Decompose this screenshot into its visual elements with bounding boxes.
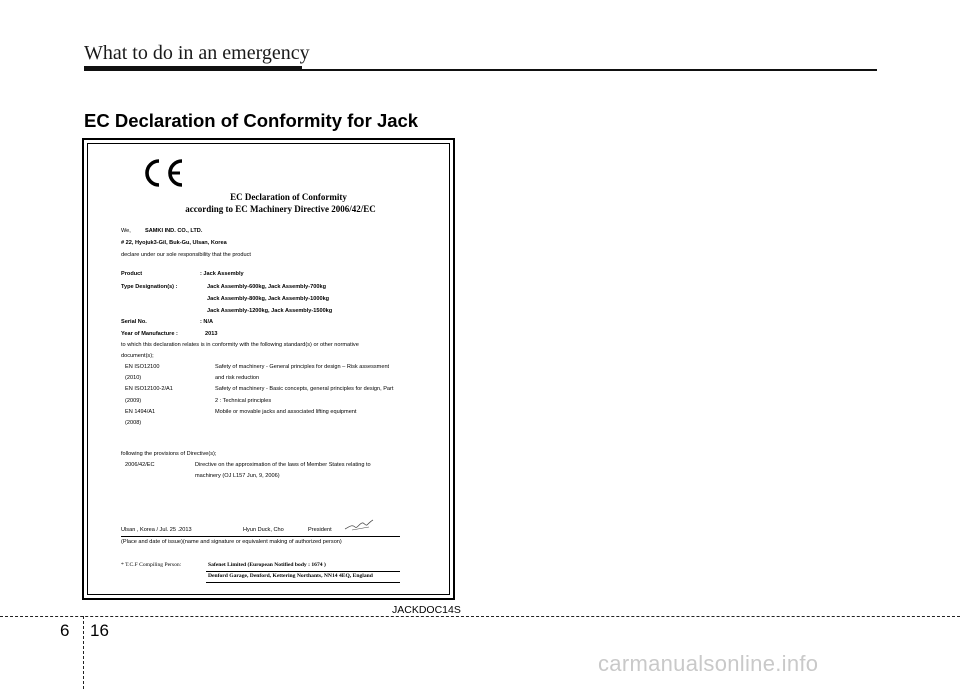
ce-mark-icon bbox=[140, 158, 186, 188]
certificate-subtitle: according to EC Machinery Directive 2006/42/EC bbox=[185, 204, 376, 214]
company-address: # 22, Hyojuk3-Gil, Buk-Gu, Ulsan, Korea bbox=[121, 240, 227, 246]
serial-label: Serial No. bbox=[121, 319, 147, 325]
header-title: What to do in an emergency bbox=[84, 42, 310, 64]
company-name: SAMKI IND. CO., LTD. bbox=[145, 228, 203, 234]
header-accent-bar bbox=[84, 66, 302, 71]
type-line: Jack Assembly-800kg, Jack Assembly-1000kg bbox=[207, 296, 330, 302]
tcf-notified-body: Safenet Limited (European Notified body : 1674 ) bbox=[208, 562, 326, 568]
standard-desc: Mobile or movable jacks and associated lifting equipment bbox=[215, 409, 357, 415]
certificate-page bbox=[87, 143, 450, 595]
year-label: Year of Manufacture : bbox=[121, 331, 178, 337]
place-date: Ulsan , Korea / Jul. 25 .2013 bbox=[121, 527, 192, 533]
standard-code: (2009) bbox=[125, 398, 142, 404]
serial-value: : N/A bbox=[200, 319, 214, 325]
footer-divider bbox=[83, 616, 84, 689]
signature-rule bbox=[121, 536, 400, 537]
tcf-label: * T.C.F Compiling Person: bbox=[121, 562, 182, 568]
standard-desc: 2 : Technical principles bbox=[215, 398, 272, 404]
standard-code: EN 1494/A1 bbox=[125, 409, 156, 415]
watermark: carmanualsonline.info bbox=[598, 651, 819, 676]
image-code: JACKDOC14S bbox=[392, 604, 461, 616]
standard-code: EN ISO12100 bbox=[125, 364, 160, 370]
standard-code: EN ISO12100-2/A1 bbox=[125, 386, 173, 392]
tcf-rule bbox=[206, 571, 400, 572]
conformity-text: document(s); bbox=[121, 353, 154, 359]
signer-position: President bbox=[308, 527, 332, 533]
page-number: 16 bbox=[90, 621, 109, 640]
conformity-text: to which this declaration relates is in conformity with the following standard(s) or other normative bbox=[121, 342, 359, 348]
directive-code: 2006/42/EC bbox=[125, 462, 155, 468]
standard-desc: Safety of machinery - General principles for design – Risk assessment bbox=[215, 364, 390, 370]
signer-name: Hyun Duck, Cho bbox=[243, 527, 284, 533]
directive-text: machinery (OJ L157 Jun, 9, 2006) bbox=[195, 473, 280, 479]
place-caption: (Place and date of issue)(name and signature or equivalent making of authorized person) bbox=[121, 539, 342, 545]
footer-rule bbox=[0, 616, 960, 617]
chapter-number: 6 bbox=[60, 621, 70, 640]
product-value: : Jack Assembly bbox=[200, 271, 244, 277]
standard-desc: Safety of machinery - Basic concepts, general principles for design, Part bbox=[215, 386, 394, 392]
standard-code: (2010) bbox=[125, 375, 142, 381]
product-label: Product bbox=[121, 271, 143, 277]
type-line: Jack Assembly-1200kg, Jack Assembly-1500kg bbox=[207, 308, 333, 314]
section-title: EC Declaration of Conformity for Jack bbox=[84, 110, 419, 131]
signature-icon bbox=[343, 518, 375, 532]
type-line: Jack Assembly-600kg, Jack Assembly-700kg bbox=[207, 284, 326, 290]
directive-text: Directive on the approximation of the laws of Member States relating to bbox=[195, 462, 371, 468]
tcf-rule bbox=[206, 582, 400, 583]
standard-code: (2008) bbox=[125, 420, 142, 426]
standard-desc: and risk reduction bbox=[215, 375, 260, 381]
declare-text: declare under our sole responsibility that the product bbox=[121, 252, 251, 258]
type-label: Type Designation(s) : bbox=[121, 284, 178, 290]
provisions-text: following the provisions of Directive(s); bbox=[121, 451, 217, 457]
certificate-frame bbox=[82, 138, 455, 600]
header-rule bbox=[302, 69, 877, 71]
year-value: 2013 bbox=[205, 331, 218, 337]
tcf-address: Denford Garage, Denford, Kettering Northants, NN14 4EQ, England bbox=[208, 573, 373, 579]
we-label: We, bbox=[121, 228, 131, 234]
certificate-title: EC Declaration of Conformity bbox=[230, 192, 347, 202]
